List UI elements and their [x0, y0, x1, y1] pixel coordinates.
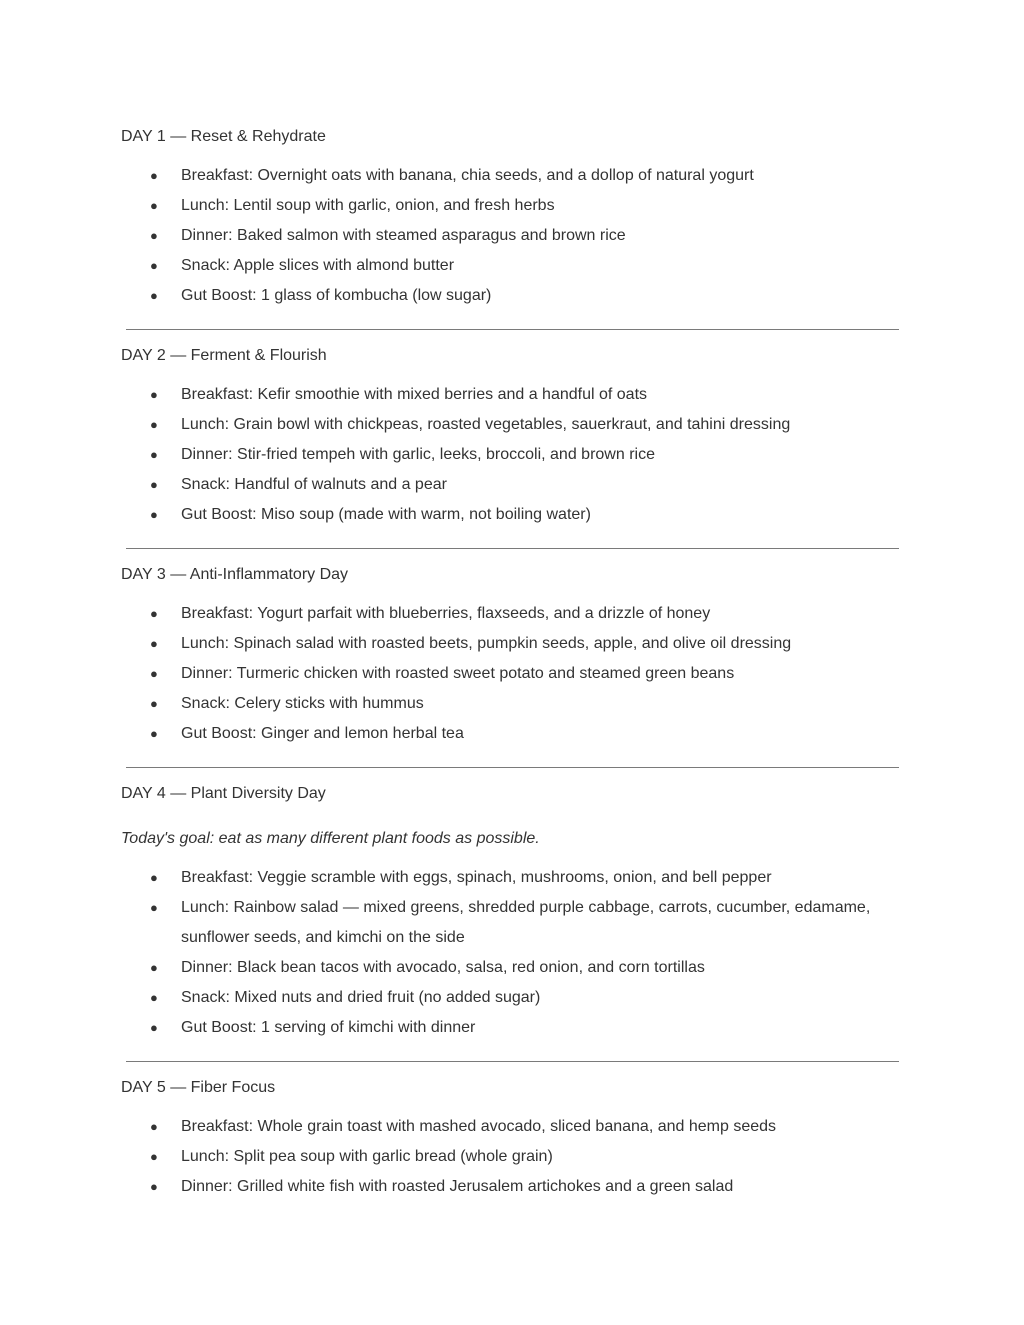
- day-4-section: [121, 781, 899, 1043]
- bullet-icon: ●: [150, 228, 158, 243]
- day-2-heading: DAY 2 — Ferment & Flourish: [121, 347, 327, 364]
- list-item: ● Gut Boost: 1 glass of kombucha (low sugar): [121, 281, 899, 311]
- list-item: ● Gut Boost: Miso soup (made with warm, not boiling water): [121, 500, 899, 530]
- day-2-section: [121, 343, 899, 530]
- bullet-icon: ●: [150, 960, 158, 975]
- list-item: ● Dinner: Stir-fried tempeh with garlic, leeks, broccoli, and brown rice: [121, 440, 899, 470]
- list-item: ● Breakfast: Whole grain toast with mashed avocado, sliced banana, and hemp seeds: [121, 1112, 899, 1142]
- bullet-icon: ●: [150, 477, 158, 492]
- list-item: ● Snack: Mixed nuts and dried fruit (no added sugar): [121, 983, 899, 1013]
- day-1-section: [121, 124, 899, 311]
- bullet-icon: ●: [150, 417, 158, 432]
- day-4-meal-list: [121, 863, 899, 1043]
- meal-plan-document: [121, 124, 899, 1202]
- day-2-meal-list: [121, 380, 899, 530]
- day-4-goal-note: Today's goal: eat as many different plant foods as possible.: [121, 830, 540, 847]
- day-1-heading: DAY 1 — Reset & Rehydrate: [121, 128, 326, 145]
- list-item: ● Lunch: Split pea soup with garlic bread (whole grain): [121, 1142, 899, 1172]
- list-item: ● Gut Boost: 1 serving of kimchi with dinner: [121, 1013, 899, 1043]
- list-item: ● Dinner: Turmeric chicken with roasted sweet potato and steamed green beans: [121, 659, 899, 689]
- day-3-meal-list: [121, 599, 899, 749]
- bullet-icon: ●: [150, 990, 158, 1005]
- list-item: ● Breakfast: Kefir smoothie with mixed berries and a handful of oats: [121, 380, 899, 410]
- day-5-heading: DAY 5 — Fiber Focus: [121, 1079, 276, 1096]
- bullet-icon: ●: [150, 258, 158, 273]
- list-item: ● Breakfast: Overnight oats with banana, chia seeds, and a dollop of natural yogurt: [121, 161, 899, 191]
- list-item: ● Lunch: Spinach salad with roasted beets, pumpkin seeds, apple, and olive oil dressing: [121, 629, 899, 659]
- day-3-heading: DAY 3 — Anti-Inflammatory Day: [121, 566, 349, 583]
- bullet-icon: ●: [150, 198, 158, 213]
- bullet-icon: ●: [150, 636, 158, 651]
- list-item: ● Gut Boost: Ginger and lemon herbal tea: [121, 719, 899, 749]
- bullet-icon: ●: [150, 168, 158, 183]
- day-1-meal-list: [121, 161, 899, 311]
- list-item: ● Snack: Celery sticks with hummus: [121, 689, 899, 719]
- bullet-icon: ●: [150, 1179, 158, 1194]
- list-item: ● Dinner: Baked salmon with steamed asparagus and brown rice: [121, 221, 899, 251]
- list-item: ● Breakfast: Yogurt parfait with blueberries, flaxseeds, and a drizzle of honey: [121, 599, 899, 629]
- day-3-section: [121, 562, 899, 749]
- bullet-icon: ●: [150, 447, 158, 462]
- bullet-icon: ●: [150, 1020, 158, 1035]
- day-5-meal-list: [121, 1112, 899, 1202]
- bullet-icon: ●: [150, 1119, 158, 1134]
- list-item: ● Snack: Handful of walnuts and a pear: [121, 470, 899, 500]
- list-item: ● Breakfast: Veggie scramble with eggs, spinach, mushrooms, onion, and bell pepper: [121, 863, 899, 893]
- list-item: ● Lunch: Rainbow salad — mixed greens, shredded purple cabbage, carrots, cucumber, edamame, sunflower seeds, and kimchi on the side: [121, 893, 899, 953]
- section-divider: [126, 329, 899, 330]
- bullet-icon: ●: [150, 900, 158, 915]
- bullet-icon: ●: [150, 870, 158, 885]
- day-4-heading: DAY 4 — Plant Diversity Day: [121, 785, 326, 802]
- day-5-section: [121, 1075, 899, 1202]
- section-divider: [126, 767, 899, 768]
- bullet-icon: ●: [150, 507, 158, 522]
- section-divider: [126, 1061, 899, 1062]
- list-item: ● Lunch: Grain bowl with chickpeas, roasted vegetables, sauerkraut, and tahini dressing: [121, 410, 899, 440]
- bullet-icon: ●: [150, 696, 158, 711]
- bullet-icon: ●: [150, 1149, 158, 1164]
- list-item: ● Lunch: Lentil soup with garlic, onion, and fresh herbs: [121, 191, 899, 221]
- bullet-icon: ●: [150, 387, 158, 402]
- section-divider: [126, 548, 899, 549]
- bullet-icon: ●: [150, 606, 158, 621]
- list-item: ● Snack: Apple slices with almond butter: [121, 251, 899, 281]
- list-item: ● Dinner: Black bean tacos with avocado, salsa, red onion, and corn tortillas: [121, 953, 899, 983]
- bullet-icon: ●: [150, 666, 158, 681]
- list-item: ● Dinner: Grilled white fish with roasted Jerusalem artichokes and a green salad: [121, 1172, 899, 1202]
- bullet-icon: ●: [150, 726, 158, 741]
- bullet-icon: ●: [150, 288, 158, 303]
